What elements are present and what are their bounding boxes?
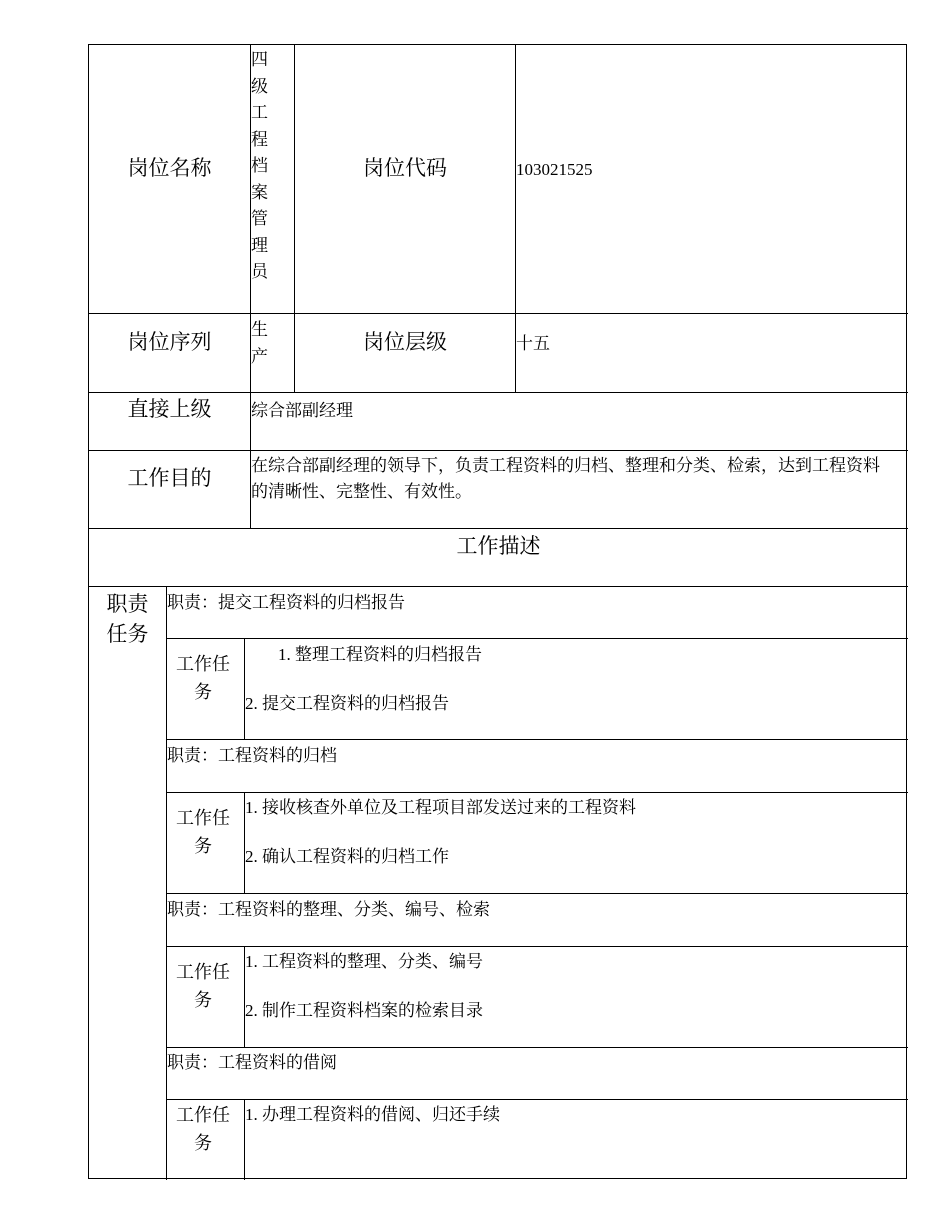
task-item: 2. 制作工程资料档案的检索目录: [245, 1001, 483, 1020]
task-label-line2: 务: [194, 1133, 212, 1153]
sequence-label: 岗位序列: [127, 331, 212, 354]
description-title: 工作描述: [456, 535, 541, 558]
row-divider: [166, 893, 908, 894]
row-divider: [166, 1099, 908, 1100]
task-item: 1. 工程资料的整理、分类、编号: [245, 952, 483, 971]
row-divider: [89, 392, 908, 393]
duty-title: 职责：提交工程资料的归档报告: [167, 593, 405, 612]
row-divider: [89, 528, 908, 529]
superior-value: 综合部副经理: [251, 401, 353, 420]
job-description-table: [88, 44, 907, 1179]
col-divider: [244, 638, 245, 739]
row-divider: [89, 586, 908, 587]
duty-label-line2: 任务: [106, 623, 149, 646]
duty-title: 职责：工程资料的归档: [167, 746, 337, 765]
task-label: [167, 804, 239, 860]
post-code-value: 103021525: [516, 160, 593, 179]
task-item: 1. 办理工程资料的借阅、归还手续: [245, 1105, 500, 1124]
post-name-value: 四 级 工 程 档 案 管 理 员: [251, 50, 268, 281]
level-value: 十五: [516, 334, 550, 353]
duty-title: 职责：工程资料的整理、分类、编号、检索: [167, 900, 490, 919]
task-label-line2: 务: [194, 682, 212, 702]
task-label-line2: 务: [194, 836, 212, 856]
task-label-line1: 工作任: [176, 962, 230, 982]
task-item: 2. 确认工程资料的归档工作: [245, 847, 449, 866]
purpose-label: 工作目的: [127, 467, 212, 490]
duty-title: 职责：工程资料的借阅: [167, 1053, 337, 1072]
level-label: 岗位层级: [363, 331, 447, 354]
purpose-value: 在综合部副经理的领导下，负责工程资料的归档、整理和分类、检索，达到工程资料的清晰性、完整性、有效性。: [251, 456, 880, 501]
sequence-value: 生 产: [251, 320, 268, 366]
superior-label: 直接上级: [127, 398, 212, 421]
row-divider: [166, 946, 908, 947]
task-label: [167, 650, 239, 706]
row-divider: [166, 739, 908, 740]
row-divider: [89, 313, 908, 314]
task-label: [167, 958, 239, 1014]
task-label-line2: 务: [194, 990, 212, 1010]
task-label-line1: 工作任: [176, 1105, 230, 1125]
row-divider: [89, 450, 908, 451]
duty-section-label: [89, 590, 166, 650]
post-code-label: 岗位代码: [363, 157, 447, 180]
duty-label-line1: 职责: [106, 593, 149, 616]
task-item: 1. 整理工程资料的归档报告: [278, 645, 482, 664]
task-item: 2. 提交工程资料的归档报告: [245, 694, 449, 713]
task-item: 1. 接收核查外单位及工程项目部发送过来的工程资料: [245, 798, 636, 817]
row-divider: [166, 792, 908, 793]
post-name-label: 岗位名称: [127, 157, 212, 180]
row-divider: [166, 638, 908, 639]
task-label: [167, 1101, 239, 1157]
task-label-line1: 工作任: [176, 654, 230, 674]
task-label-line1: 工作任: [176, 808, 230, 828]
row-divider: [166, 1047, 908, 1048]
